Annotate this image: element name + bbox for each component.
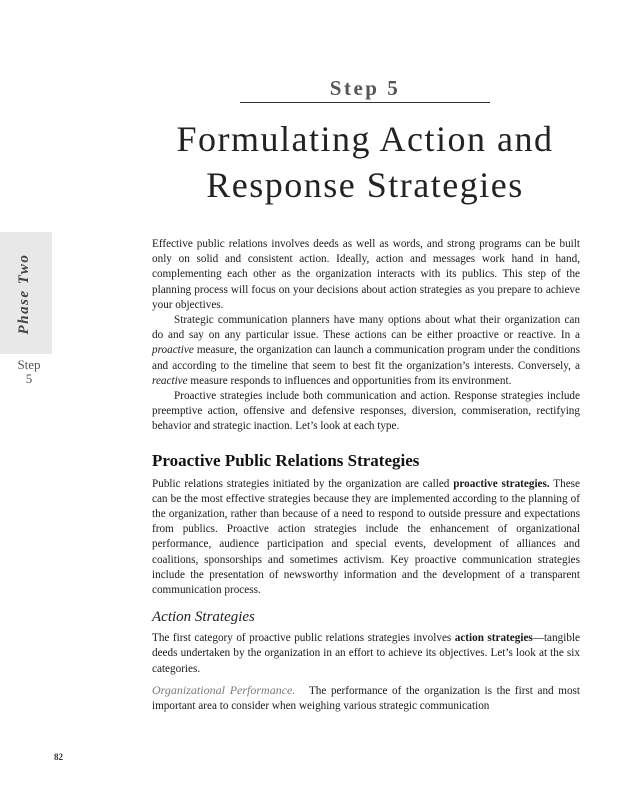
chapter-title <box>140 116 590 208</box>
side-step-word: Step <box>17 357 41 372</box>
side-step-label <box>8 358 50 386</box>
chapter-title-line-1: Formulating Action and <box>176 119 554 159</box>
intro-paragraph: Effective public relations involves deeds as well as words, and strong programs can be built only on solid and consistent action. Ideally, action and messages work hand in hand, complementing each other as the organization interacts with its publics. This step of the planning process will focus on your decisions about action strategies as you prepare to achieve your objectives. <box>152 238 580 311</box>
run-in-heading: Organizational Performance. <box>152 682 296 697</box>
chapter-title-line-2: Response Strategies <box>206 165 524 205</box>
phase-label: Phase Two <box>16 253 32 335</box>
proactive-term: proactive <box>152 344 194 357</box>
strategies-paragraph: Proactive strategies include both communication and action. Response strategies include preemptive action, offensive and defensive responses, diversion, commiseration, rectifying behavior and strategic inaction. Let’s look at each type. <box>152 390 580 433</box>
reactive-term: reactive <box>152 374 188 387</box>
step-rule <box>240 102 490 103</box>
side-step-number: 5 <box>25 371 33 386</box>
subsection-heading: Action Strategies <box>152 609 255 626</box>
step-label: Step 5 <box>329 76 401 100</box>
page-number: 82 <box>54 752 63 762</box>
action-strategies-term: action strategies <box>454 632 533 645</box>
action-strategies-paragraph: The first category of proactive public relations strategies involves action strategies—tangible deeds undertaken by the organization in an effort to achieve its objectives. Let’s look at the six categories. <box>152 632 580 675</box>
proactive-paragraph: Public relations strategies initiated by the organization are called proactive strategies. These can be the most effective strategies because they are implemented according to the planning of the organization, rather than because of a need to respond to outside pressure and expectations from publics. Proactive action strategies include the enhancement of organizational performance, audience participation and special events, development of alliances and coalitions, sponsorships and sometimes activism. Key proactive communication strategies include the presentation of newsworthy information and the development of a transparent communication process. <box>152 477 580 597</box>
performance-paragraph: Organizational Performance. The performance of the organization is the first and most important area to consider when weighing various strategic communication <box>152 682 580 713</box>
body-content <box>152 237 580 714</box>
options-paragraph: Strategic communication planners have many options about what their organization can do and say on any particular issue. These actions can be either proactive or reactive. In a proactive measure, the organization can launch a communication program under the conditions and according to the timeline that seem to best fit the organization’s interests. Conversely, a reactive measure responds to influences and opportunities from its environment. <box>152 314 580 387</box>
proactive-strategies-term: proactive strategies. <box>453 477 550 490</box>
section-heading: Proactive Public Relations Strategies <box>152 450 420 470</box>
